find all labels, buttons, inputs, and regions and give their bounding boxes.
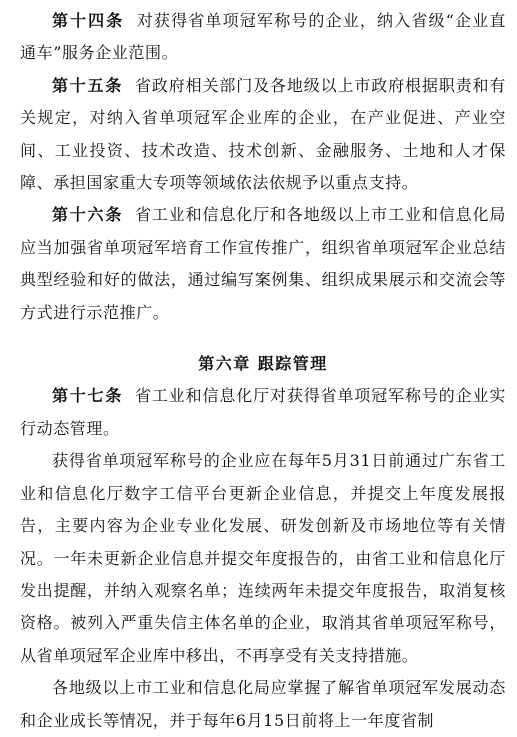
article-15-text: 省政府相关部门及各地级以上市政府根据职责和有关规定，对纳入省单项冠军企业库的企业，在产业促进、产业空间、工业投资、技术改造、技术创新、金融服务、土地和人才保障、承担国家重大专项等领域依法依规予以重点支持。 [20,75,506,193]
article-17-paragraph-local-bureaus: 各地级以上市工业和信息化局应掌握了解省单项冠军发展动态和企业成长等情况，并于每年6月15日前将上一年度省制 [20,678,506,730]
article-14-text: 对获得省单项冠军称号的企业，纳入省级“企业直通车”服务企业范围。 [20,11,506,63]
article-16 [20,199,506,329]
article-14 [20,5,506,70]
article-17-label: 第十七条 [52,386,124,406]
article-15-label: 第十五条 [52,75,124,95]
article-16-label: 第十六条 [52,205,124,225]
article-14-label: 第十四条 [52,11,125,30]
article-17-text: 省工业和信息化厅对获得省单项冠军称号的企业实行动态管理。 [20,386,506,438]
article-17-paragraph-annual-report: 获得省单项冠军称号的企业应在每年5月31日前通过广东省工业和信息化厅数字工信平台更新企业信息，并提交上年度发展报告，主要内容为企业专业化发展、研发创新及市场地位等有关情况。一年未更新企业信息并提交年度报告的，由省工业和信息化厅发出提醒，并纳入观察名单；连续两年未提交年度报告，取消复核资格。被列入严重失信主体名单的企业，取消其省单项冠军称号，从省单项冠军企业库中移出，不再享受有关支持措施。 [20,451,506,665]
chapter-6-heading: 第六章 跟踪管理 [198,354,328,374]
article-16-text: 省工业和信息化厅和各地级以上市工业和信息化局应当加强省单项冠军培育工作宣传推广，组织省单项冠军企业总结典型经验和好的做法，通过编写案例集、组织成果展示和交流会等方式进行示范推广。 [20,205,506,322]
article-17 [20,380,506,445]
article-15 [20,70,506,200]
